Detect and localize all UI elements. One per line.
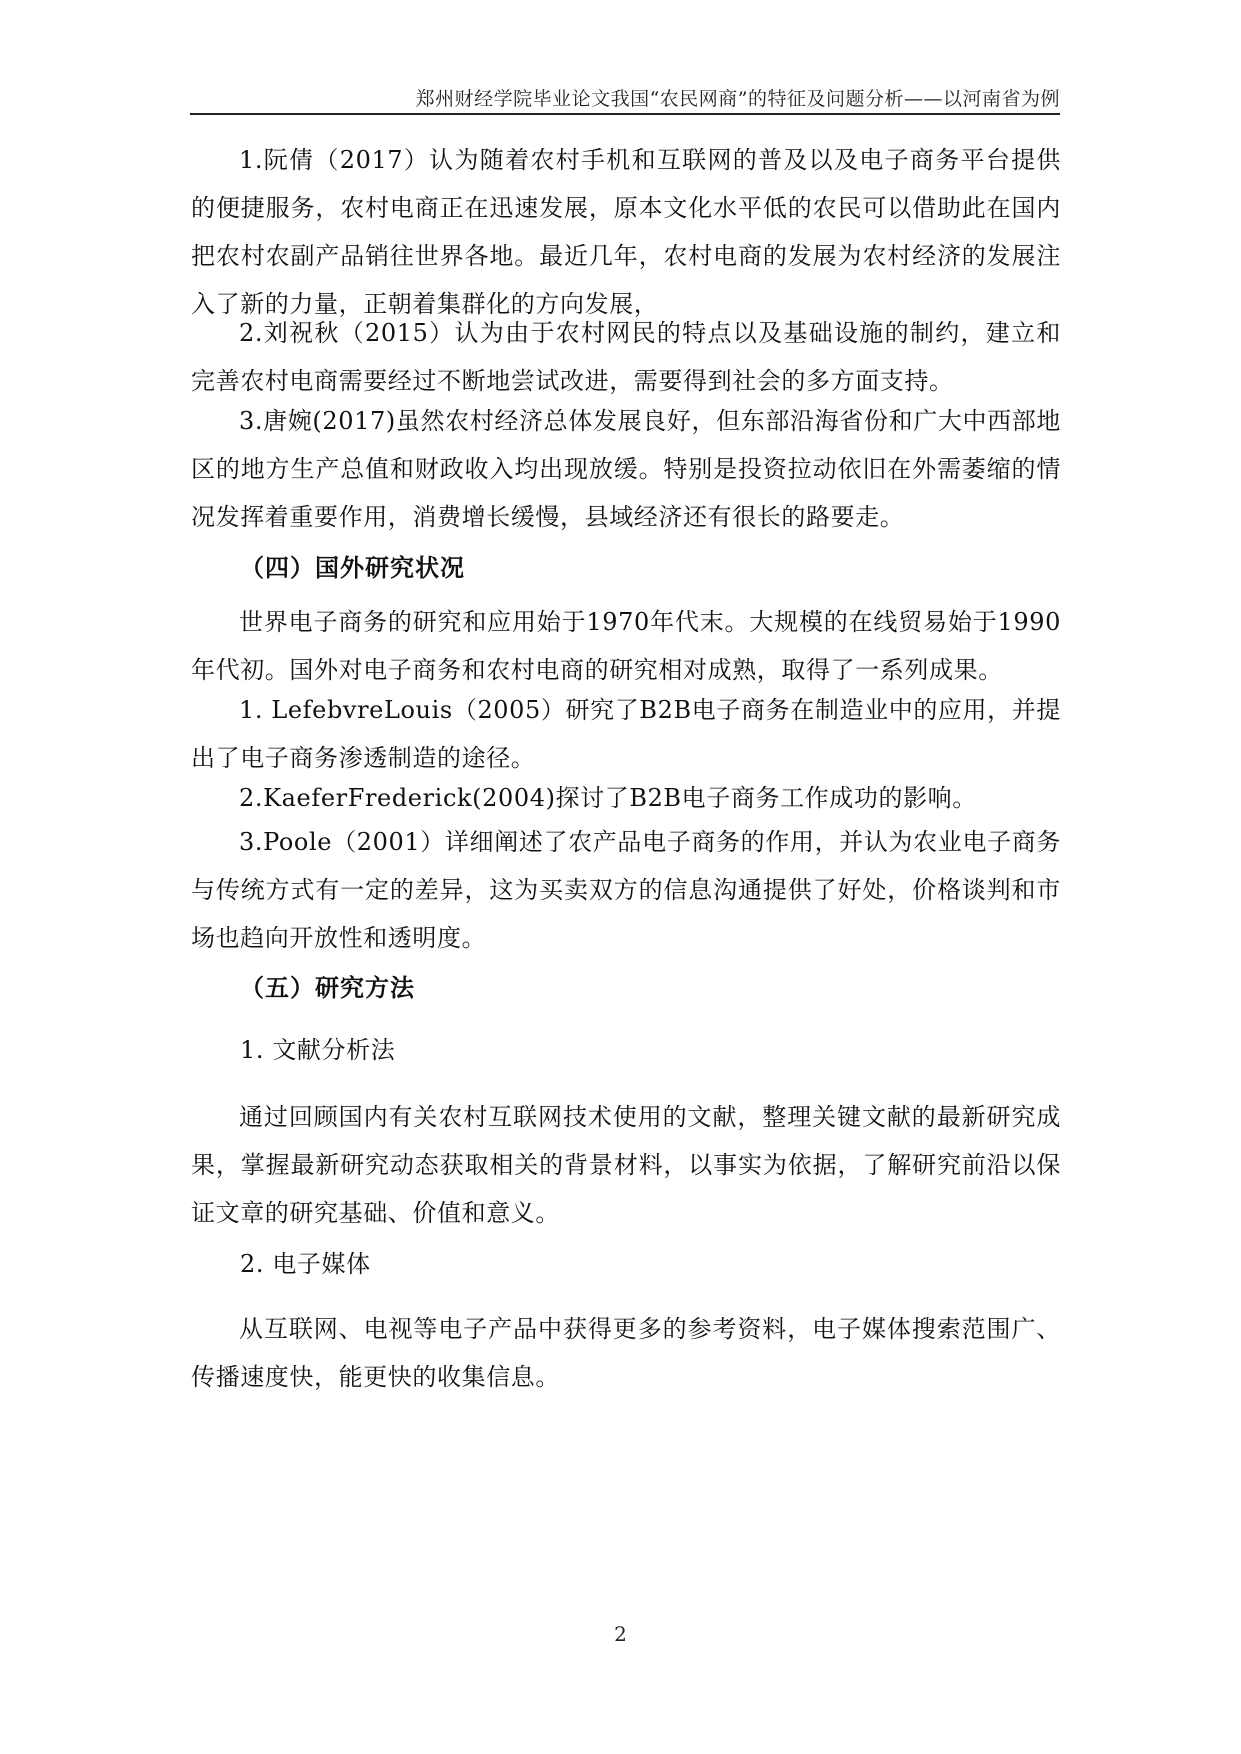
paragraph-kaefer: 2.KaeferFrederick(2004)探讨了B2B电子商务工作成功的影响。 <box>239 784 977 812</box>
paragraph-tang-wan: 3.唐婉(2017)虽然农村经济总体发展良好，但东部沿海省份和广大中西部地区的地方生产总值和财政收入均出现放缓。特别是投资拉动依旧在外需萎缩的情况发挥着重要作用，消费增长缓慢，县域经济还有很长的路要走。 <box>191 407 1061 531</box>
paragraph-literature-analysis: 通过回顾国内有关农村互联网技术使用的文献，整理关键文献的最新研究成果，掌握最新研究动态获取相关的背景材料，以事实为依据，了解研究前沿以保证文章的研究基础、价值和意义。 <box>191 1103 1061 1227</box>
page-number: 2 <box>614 1622 627 1646</box>
subheading-electronic-media: 2. 电子媒体 <box>240 1250 371 1278</box>
running-header: 郑州财经学院毕业论文我国“农民网商”的特征及问题分析——以河南省为例 <box>415 88 1060 110</box>
paragraph-liu-zhuqiu: 2.刘祝秋（2015）认为由于农村网民的特点以及基础设施的制约，建立和完善农村电商需要经过不断地尝试改进，需要得到社会的多方面支持。 <box>191 319 1061 395</box>
paragraph-lefebvre: 1. LefebvreLouis（2005）研究了B2B电子商务在制造业中的应用，并提出了电子商务渗透制造的途径。 <box>191 696 1061 772</box>
section-heading-foreign-research: （四）国外研究状况 <box>240 553 465 582</box>
paragraph-electronic-media: 从互联网、电视等电子产品中获得更多的参考资料，电子媒体搜索范围广、传播速度快，能更快的收集信息。 <box>191 1315 1061 1391</box>
section-heading-research-methods: （五）研究方法 <box>240 973 415 1002</box>
paragraph-world-ecommerce: 世界电子商务的研究和应用始于1970年代末。大规模的在线贸易始于1990年代初。国外对电子商务和农村电商的研究相对成熟，取得了一系列成果。 <box>191 608 1061 684</box>
paragraph-poole: 3.Poole（2001）详细阐述了农产品电子商务的作用，并认为农业电子商务与传统方式有一定的差异，这为买卖双方的信息沟通提供了好处，价格谈判和市场也趋向开放性和透明度。 <box>191 828 1061 952</box>
header-rule <box>190 113 1060 115</box>
subheading-literature-analysis: 1. 文献分析法 <box>240 1036 396 1064</box>
paragraph-ruan-qian: 1.阮倩（2017）认为随着农村手机和互联网的普及以及电子商务平台提供的便捷服务，农村电商正在迅速发展，原本文化水平低的农民可以借助此在国内把农村农副产品销往世界各地。最近几年，农村电商的发展为农村经济的发展注入了新的力量，正朝着集群化的方向发展， <box>191 146 1061 318</box>
